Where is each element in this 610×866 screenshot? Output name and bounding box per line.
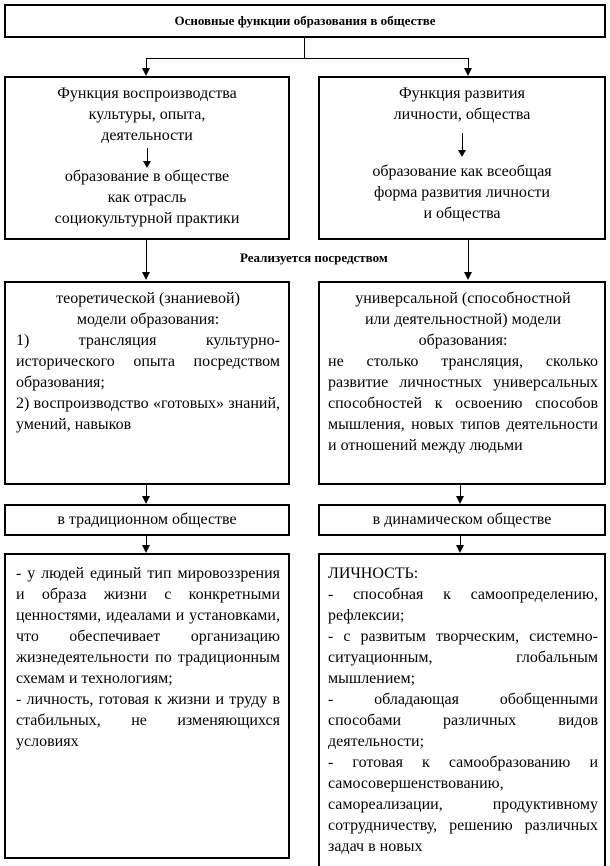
left-details-item-1: - у людей единый тип мировоззрения и образа жизни с конкретными ценностями, идеалами и установками, что обеспечивает организацию жизнедеятельности по традиционным схемам и технологиям; (16, 565, 280, 687)
right-function-result-line-2: форма развития личности (374, 184, 550, 201)
right-model-box (318, 281, 606, 485)
left-model-heading-line-2: модели образования: (76, 311, 220, 328)
right-details-item-3: - обладающая обобщенными способами различных видов деятельности; (328, 691, 598, 750)
connector-caption: Реализуется посредством (240, 250, 388, 265)
left-function-line-2: культуры, опыта, (88, 106, 206, 123)
left-model-item-1: 1) трансляция культурно-исторического опыта посредством образования; (16, 332, 280, 391)
right-society-label: в динамическом обществе (372, 511, 552, 528)
right-details-box (318, 553, 606, 866)
right-function-result-line-3: и общества (423, 205, 501, 222)
left-society-label: в традиционном обществе (57, 511, 237, 528)
connector-right-function-to-model (468, 240, 469, 273)
left-function-result-line-1: образование в обществе (64, 168, 230, 185)
arrow-to-left-function (142, 68, 150, 76)
arrow-to-left-details (142, 545, 150, 553)
diagram-title-text: Основные функции образования в обществе (174, 13, 436, 28)
right-details-item-2: - с развитым творческим, системно-ситуационным, глобальным мышлением; (328, 628, 598, 687)
left-function-line-1: Функция воспроизводства (57, 85, 237, 102)
left-society-box (4, 504, 290, 536)
left-details-item-2: - личность, готовая к жизни и труду в стабильных, не изменяющихся условиях (16, 691, 280, 750)
right-function-box (318, 76, 606, 240)
right-function-line-2: личности, общества (393, 106, 531, 123)
left-model-box (4, 281, 290, 485)
left-function-box (4, 76, 290, 240)
arrow-to-right-details (456, 545, 464, 553)
arrow-to-right-model (464, 272, 472, 280)
right-details-heading: ЛИЧНОСТЬ: (328, 565, 419, 582)
left-function-line-3: деятельности (101, 127, 193, 144)
arrow-to-right-society (456, 496, 464, 504)
right-function-inner-arrow (462, 133, 463, 151)
right-function-line-1: Функция развития (399, 85, 525, 102)
arrow-to-left-model (142, 272, 150, 280)
right-details-item-4: - готовая к самообразованию и самосовершенствованию, самореализации, продуктивному сотрудничеству, решению различных задач в новых (328, 754, 598, 855)
connector-title-down (304, 38, 305, 58)
connector-title-horizontal (146, 58, 468, 59)
arrow-to-right-function (464, 68, 472, 76)
left-details-box (4, 553, 290, 859)
right-function-result-line-1: образование как всеобщая (372, 163, 552, 180)
arrow-to-left-society (142, 496, 150, 504)
right-model-heading-line-1: универсальной (способностной (355, 290, 571, 307)
left-function-inner-arrow (147, 148, 148, 162)
right-society-box (318, 504, 606, 536)
right-model-body: не столько трансляция, сколько развитие личностных универсальных способностей к освоению способов мышления, новых типов деятельности и отношений между людьми (328, 353, 598, 454)
left-function-result-line-3: социокультурной практики (54, 210, 240, 227)
right-details-item-1: - способная к самоопределению, рефлексии; (328, 586, 598, 624)
connector-left-function-to-model (146, 240, 147, 273)
diagram-title (4, 4, 606, 38)
left-model-item-2: 2) воспроизводство «готовых» знаний, умений, навыков (16, 395, 280, 433)
right-model-heading-line-2: или деятельностной) модели (364, 311, 562, 328)
right-model-heading-line-3: образования: (418, 332, 508, 349)
left-function-result-line-2: как отрасль (107, 189, 187, 206)
left-model-heading-line-1: теоретической (знаниевой) (56, 290, 240, 307)
